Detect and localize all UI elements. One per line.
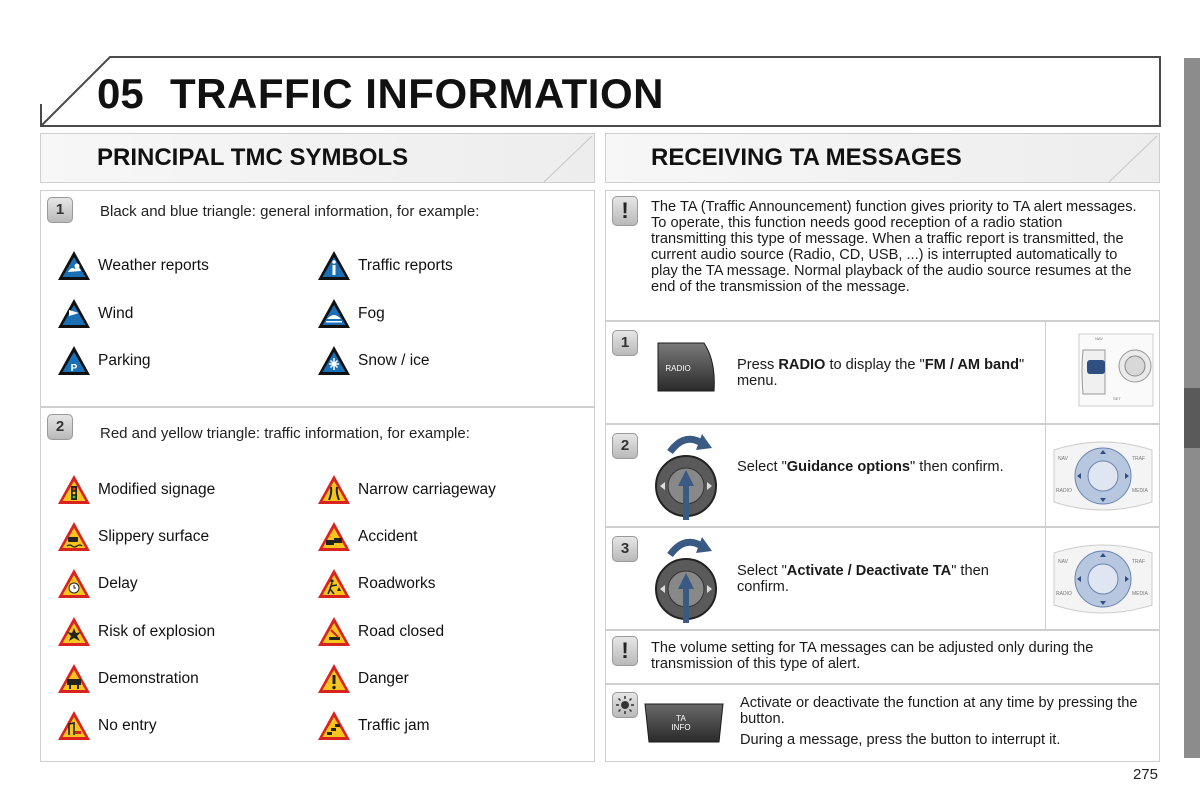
symbol-label: Delay [98, 575, 138, 593]
svg-text:SET: SET [1113, 396, 1121, 401]
symbol-item [57, 567, 138, 601]
symbol-label: Demonstration [98, 669, 199, 687]
road-closed-icon [317, 615, 351, 649]
no-entry-icon [57, 709, 91, 743]
step-number-badge: 2 [612, 433, 638, 459]
rotary-knob-press-icon [650, 533, 720, 627]
symbol-item [57, 615, 215, 649]
svg-text:NAV: NAV [1058, 456, 1068, 462]
radio-button-icon [656, 341, 718, 393]
step-number-badge: 1 [47, 197, 73, 223]
step-1-text: Press RADIO to display the "FM / AM band" menu. [737, 357, 1025, 389]
tip-text-2: During a message, press the button to interrupt it. [740, 732, 1061, 748]
symbol-item [317, 249, 453, 283]
info-icon [317, 249, 351, 283]
symbol-label: Fog [358, 304, 385, 322]
symbol-label: Traffic reports [358, 257, 453, 274]
svg-text:RADIO: RADIO [1056, 488, 1072, 494]
symbol-item [317, 473, 496, 507]
group-intro-text: Black and blue triangle: general information, for example: [100, 203, 480, 220]
clock-icon [57, 567, 91, 601]
symbol-item [317, 709, 429, 743]
rotary-knob-press-icon [650, 430, 720, 524]
svg-text:MEDIA: MEDIA [1132, 591, 1148, 597]
svg-text:NAV: NAV [1058, 559, 1068, 565]
demonstration-icon [57, 662, 91, 696]
symbol-item [57, 709, 157, 743]
symbol-label: No entry [98, 717, 157, 734]
chapter-number: 05 [97, 70, 144, 117]
symbol-label: Roadworks [358, 575, 436, 593]
symbol-item [57, 344, 151, 378]
exclamation-icon [317, 662, 351, 696]
svg-text:RADIO: RADIO [1056, 591, 1072, 597]
symbol-label: Parking [98, 352, 151, 369]
tip-text-1: Activate or deactivate the function at any time by pressing the button. [740, 695, 1138, 727]
parking-icon [57, 344, 91, 378]
symbol-label: Danger [358, 669, 409, 687]
svg-text:TRAF: TRAF [1132, 456, 1146, 462]
svg-text:TA: TA [676, 714, 686, 723]
section-title-ta: RECEIVING TA MESSAGES [651, 144, 962, 171]
symbol-label: Slippery surface [98, 528, 210, 546]
traffic-light-icon [57, 473, 91, 507]
svg-text:TRAF: TRAF [1132, 559, 1146, 565]
symbol-label: Traffic jam [358, 717, 430, 734]
symbol-label: Snow / ice [358, 352, 430, 369]
svg-text:NAV: NAV [1095, 336, 1103, 341]
symbol-item [317, 567, 436, 601]
accident-icon [317, 520, 351, 554]
page-title: TRAFFIC INFORMATION [170, 70, 664, 117]
symbol-item [57, 662, 199, 696]
step-2-text: Select "Guidance options" then confirm. [737, 459, 1004, 475]
snowflake-icon [317, 344, 351, 378]
wind-icon [57, 297, 91, 331]
control-dial-illustration [1050, 533, 1156, 625]
symbol-item [317, 662, 409, 696]
volume-note-text: The volume setting for TA messages can be adjusted only during the transmission of this type of alert. [651, 640, 1094, 672]
symbol-label: Modified signage [98, 481, 216, 498]
symbol-item [57, 249, 209, 283]
control-dial-illustration [1050, 430, 1156, 522]
section-title-tmc: PRINCIPAL TMC SYMBOLS [97, 144, 409, 171]
radio-button-label: RADIO [665, 364, 691, 373]
fog-icon [317, 297, 351, 331]
ta-info-button-icon [643, 702, 725, 744]
symbol-item [317, 297, 385, 331]
weather-icon [57, 249, 91, 283]
tip-bulb-icon [612, 692, 638, 718]
symbol-item [57, 520, 209, 554]
step-3-text: Select "Activate / Deactivate TA" then confirm. [737, 563, 989, 595]
symbol-label: Weather reports [98, 257, 209, 274]
page-number: 275 [1132, 766, 1158, 783]
symbol-item [317, 615, 444, 649]
group-intro-text: Red and yellow triangle: traffic information, for example: [100, 425, 470, 442]
step-number-badge: 2 [47, 414, 73, 440]
symbol-label: Narrow carriageway [358, 481, 496, 498]
explosion-icon [57, 615, 91, 649]
symbol-item [57, 473, 215, 507]
symbol-item [57, 297, 133, 331]
symbol-item [317, 344, 430, 378]
ta-intro-text: The TA (Traffic Announcement) function gives priority to TA alert messages. To operate, this function needs good reception of a radio station transmitting this type of message. When a traffic report is transmitted, the current audio source (Radio, CD, USB, ...) is interrupted automatically to play the TA message. Normal playback of the audio source resumes at the end of the transmission of the message. [651, 199, 1137, 295]
svg-text:P: P [70, 363, 78, 374]
symbol-label: Road closed [358, 622, 445, 640]
symbol-item [317, 520, 417, 554]
svg-text:MEDIA: MEDIA [1132, 488, 1148, 494]
svg-text:INFO: INFO [671, 723, 691, 732]
traffic-jam-icon [317, 709, 351, 743]
narrow-road-icon [317, 473, 351, 507]
warning-icon: ! [612, 636, 638, 666]
roadworks-icon [317, 567, 351, 601]
radio-panel-illustration [1075, 330, 1157, 410]
step-number-badge: 3 [612, 536, 638, 562]
chapter-tab-strip [1184, 58, 1200, 758]
symbol-label: Accident [358, 528, 418, 546]
step-number-badge: 1 [612, 330, 638, 356]
warning-icon: ! [612, 196, 638, 226]
active-chapter-tab [1184, 388, 1200, 448]
symbol-label: Wind [98, 304, 134, 322]
symbol-label: Risk of explosion [98, 622, 216, 640]
slippery-icon [57, 520, 91, 554]
